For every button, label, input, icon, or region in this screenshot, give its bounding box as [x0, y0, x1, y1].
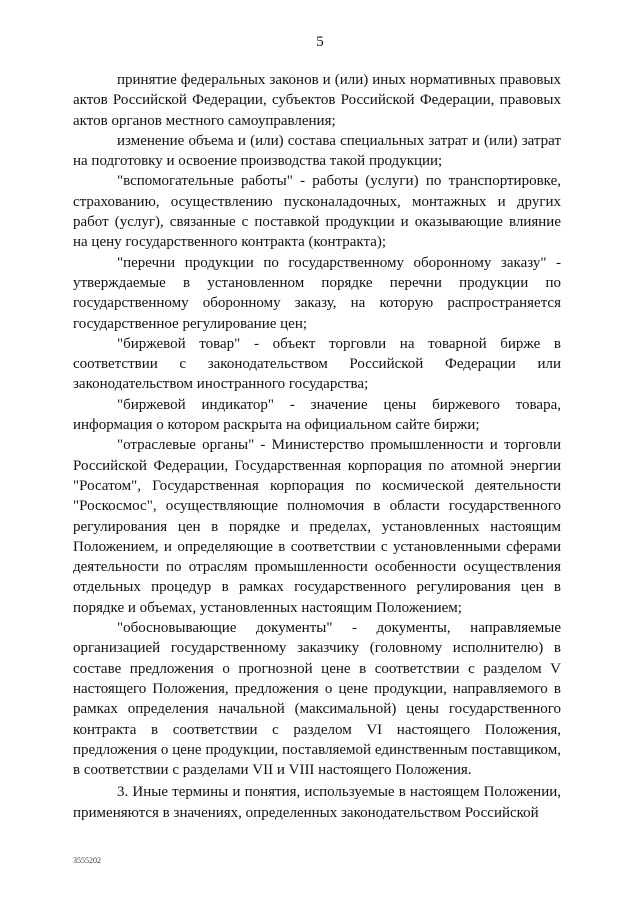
paragraph-industry-bodies: "отраслевые органы" - Министерство промышленности и торговли Российской Федерации, Государственная корпорация по атомной энергии "Росатом", Государственная корпорация по космической деятельности "Роскосмос", осуществляющие полномочия в области государственного регулирования цен в порядке и пределах, установленных настоящим Положением, и определяющие в соответствии с установленными сферами деятельности по отраслям промышленности особенности осуществления отдельных процедур в рамках государственного регулирования цен в порядке и объемах, установленных настоящим Положением; [73, 437, 561, 616]
document-body [73, 70, 561, 823]
page-number: 5 [316, 34, 324, 50]
paragraph-other-terms: 3. Иные термины и понятия, используемые в настоящем Положении, применяются в значениях, определенных законодательством Российской [73, 784, 561, 821]
document-code: 3555202 [73, 856, 101, 865]
paragraph-exchange-commodity: "биржевой товар" - объект торговли на товарной бирже в соответствии с законодательством Российской Федерации или законодательством иностранного государства; [73, 335, 561, 393]
paragraph-federal-laws: принятие федеральных законов и (или) иных нормативных правовых актов Российской Федерации, субъектов Российской Федерации, правовых актов органов местного самоуправления; [73, 72, 561, 129]
paragraph-exchange-indicator: "биржевой индикатор" - значение цены биржевого товара, информация о котором раскрыта на официальном сайте биржи; [73, 396, 561, 434]
paragraph-product-lists: "перечни продукции по государственному оборонному заказу" - утверждаемые в установленном порядке перечни продукции по государственному оборонному заказу, на которую распространяется государственное регулирование цен; [73, 254, 561, 332]
paragraph-costs-change: изменение объема и (или) состава специальных затрат и (или) затрат на подготовку и освоение производства такой продукции; [73, 132, 561, 170]
paragraph-supporting-documents: "обосновывающие документы" - документы, направляемые организацией государственному заказчику (головному исполнителю) в составе предложения о прогнозной цене в соответствии с разделом V настоящего Положения, предложения о цене продукции, направляемого в рамках определения начальной (максимальной) цены государственного контракта в соответствии с разделом VI настоящего Положения, предложения о цене продукции, поставляемой единственным поставщиком, в соответствии с разделами VII и VIII настоящего Положения. [73, 620, 561, 779]
paragraph-auxiliary-works: "вспомогательные работы" - работы (услуги) по транспортировке, страхованию, осуществлению пусконаладочных, монтажных и других работ (услуг), связанные с поставкой продукции и оказывающие влияние на цену государственного контракта (контракта); [73, 173, 561, 251]
